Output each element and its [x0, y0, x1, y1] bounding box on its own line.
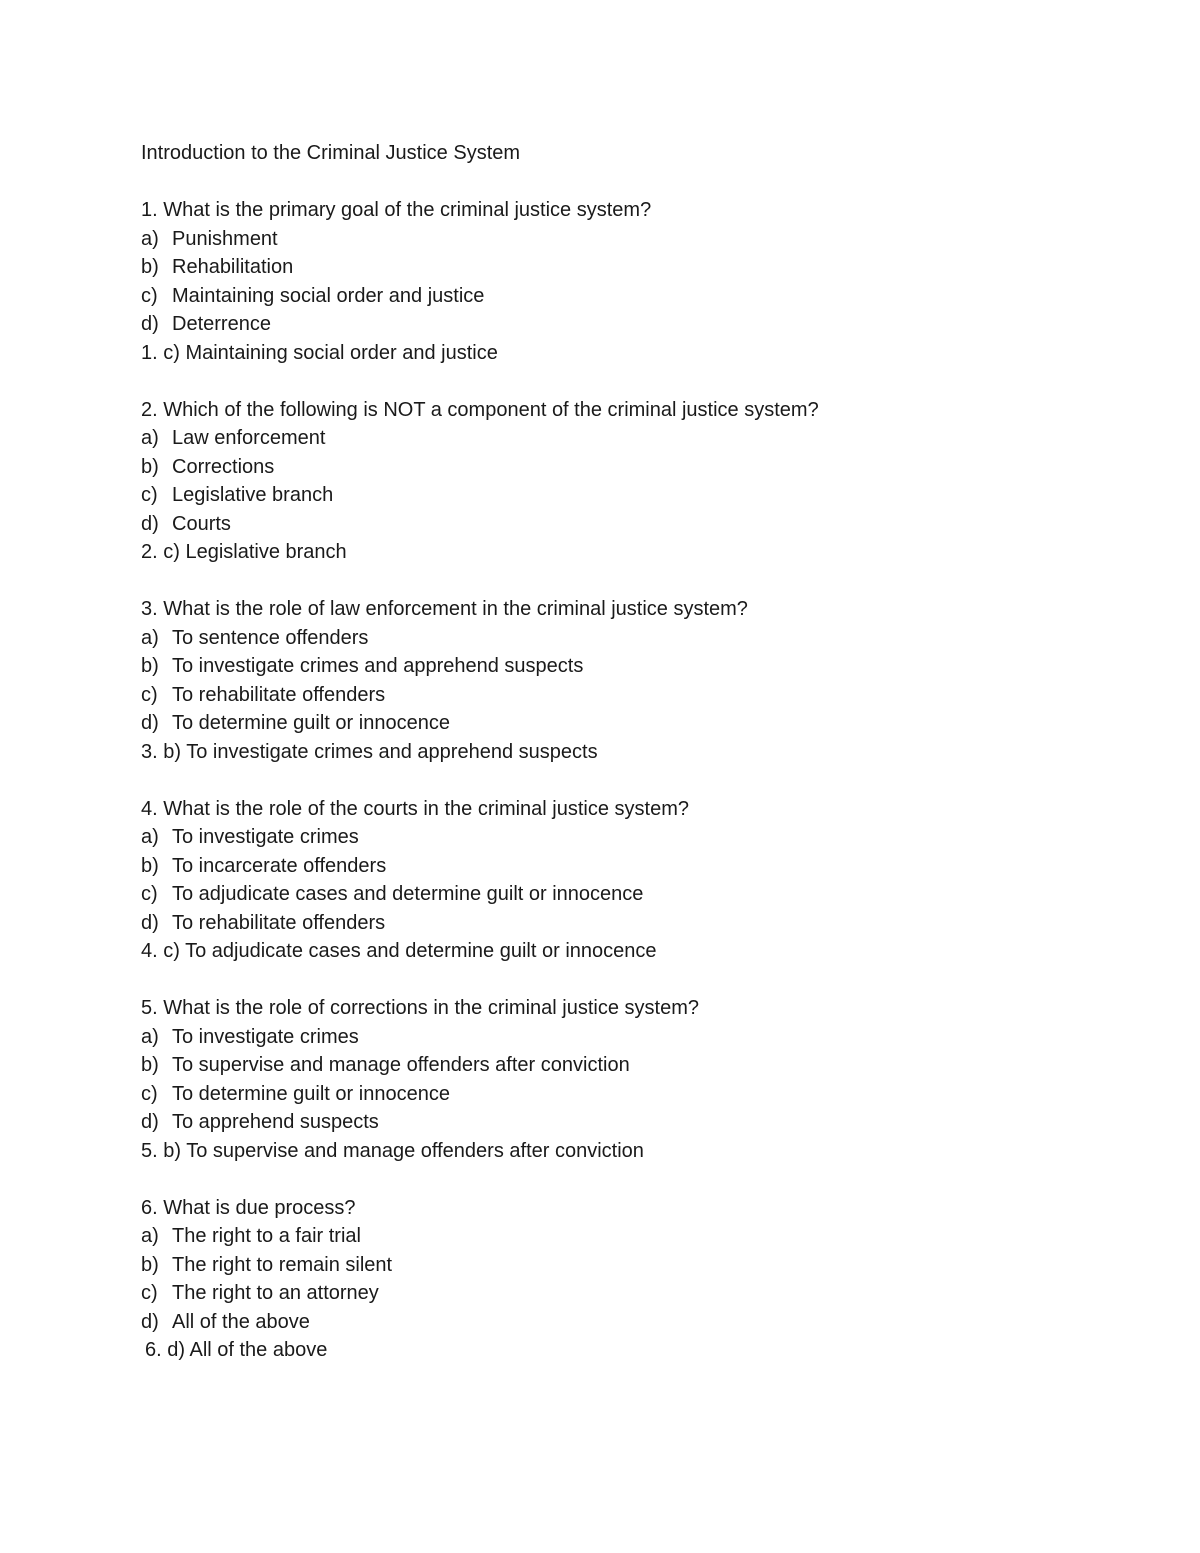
option-text: Courts: [172, 512, 231, 535]
answer-option: [141, 1108, 1121, 1137]
option-letter: c): [141, 1082, 158, 1105]
option-text: To investigate crimes and apprehend suspects: [172, 655, 584, 677]
option-text: To incarcerate offenders: [172, 854, 387, 877]
option-text: Deterrence: [172, 313, 271, 335]
answer-option: [141, 253, 1121, 282]
option-text: Corrections: [172, 455, 275, 478]
blank-line: [141, 168, 1121, 197]
option-text: To investigate crimes: [172, 826, 359, 848]
answer-option: [141, 709, 1121, 738]
option-text: To supervise and manage offenders after conviction: [172, 1054, 630, 1076]
question-text: 6. What is due process?: [141, 1196, 356, 1219]
option-text: To adjudicate cases and determine guilt or innocence: [172, 883, 644, 905]
answer-key: 2. c) Legislative branch: [141, 541, 347, 563]
option-text: To determine guilt or innocence: [172, 1082, 450, 1105]
option-letter: a): [141, 826, 159, 848]
option-letter: a): [141, 227, 159, 250]
answer-option: [141, 823, 1121, 852]
option-text: To rehabilitate offenders: [172, 911, 386, 934]
option-letter: b): [141, 854, 159, 877]
answer-option: [141, 1251, 1121, 1280]
question-block: [141, 994, 1121, 1165]
answer-option: [141, 424, 1121, 453]
option-text: The right to remain silent: [172, 1253, 393, 1276]
answer-key: 1. c) Maintaining social order and justice: [141, 341, 498, 364]
answer-option: [141, 310, 1121, 339]
option-letter: b): [141, 1253, 159, 1276]
answer-key: 3. b) To investigate crimes and apprehend suspects: [141, 740, 598, 763]
option-text: To sentence offenders: [172, 626, 369, 649]
answer-key: 5. b) To supervise and manage offenders after conviction: [141, 1139, 644, 1162]
option-text: Maintaining social order and justice: [172, 284, 485, 307]
option-letter: d): [141, 512, 159, 535]
option-text: Punishment: [172, 227, 278, 250]
option-letter: c): [141, 683, 158, 706]
answer-option: [141, 681, 1121, 710]
answer-key: 4. c) To adjudicate cases and determine guilt or innocence: [141, 940, 657, 962]
option-text: Rehabilitation: [172, 256, 294, 278]
option-text: To determine guilt or innocence: [172, 712, 450, 734]
blank-line: [141, 1165, 1121, 1194]
question-block: [141, 595, 1121, 766]
option-text: To rehabilitate offenders: [172, 683, 386, 706]
option-letter: d): [141, 313, 159, 335]
option-letter: b): [141, 455, 159, 478]
question-block: [141, 1194, 1121, 1365]
option-letter: d): [141, 911, 159, 934]
option-letter: a): [141, 626, 159, 649]
option-letter: d): [141, 1310, 159, 1333]
question-text: 4. What is the role of the courts in the criminal justice system?: [141, 797, 689, 820]
answer-option: [141, 1308, 1121, 1337]
answer-option: [141, 225, 1121, 254]
answer-option: [141, 909, 1121, 938]
answer-option: [141, 481, 1121, 510]
answer-option: [141, 624, 1121, 653]
answer-option: [141, 1222, 1121, 1251]
blank-line: [141, 966, 1121, 995]
option-text: To apprehend suspects: [172, 1111, 379, 1133]
blank-line: [141, 567, 1121, 596]
document-body: [141, 139, 1121, 1365]
question-block: [141, 196, 1121, 367]
document-title: Introduction to the Criminal Justice System: [141, 142, 521, 164]
option-letter: b): [141, 655, 159, 677]
option-letter: b): [141, 256, 159, 278]
option-letter: c): [141, 284, 158, 307]
option-letter: d): [141, 1111, 159, 1133]
answer-option: [141, 852, 1121, 881]
answer-option: [141, 652, 1121, 681]
option-letter: a): [141, 427, 159, 449]
option-text: To investigate crimes: [172, 1025, 359, 1048]
option-text: The right to a fair trial: [172, 1225, 361, 1247]
question-block: [141, 795, 1121, 966]
answer-key: 6. d) All of the above: [145, 1339, 328, 1361]
option-letter: a): [141, 1025, 159, 1048]
blank-line: [141, 766, 1121, 795]
option-letter: c): [141, 883, 158, 905]
question-text: 1. What is the primary goal of the criminal justice system?: [141, 199, 652, 221]
option-text: The right to an attorney: [172, 1282, 379, 1304]
answer-option: [141, 1279, 1121, 1308]
answer-option: [141, 1051, 1121, 1080]
question-text: 5. What is the role of corrections in the criminal justice system?: [141, 997, 699, 1019]
option-text: Law enforcement: [172, 427, 326, 449]
answer-option: [141, 282, 1121, 311]
option-text: All of the above: [172, 1310, 310, 1333]
option-letter: b): [141, 1054, 159, 1076]
option-letter: c): [141, 1282, 158, 1304]
option-letter: c): [141, 484, 158, 506]
question-block: [141, 396, 1121, 567]
answer-option: [141, 453, 1121, 482]
question-text: 3. What is the role of law enforcement in the criminal justice system?: [141, 598, 748, 620]
question-list: [141, 168, 1121, 1365]
question-text: 2. Which of the following is NOT a component of the criminal justice system?: [141, 398, 819, 421]
answer-option: [141, 880, 1121, 909]
option-text: Legislative branch: [172, 484, 334, 506]
option-letter: a): [141, 1225, 159, 1247]
answer-option: [141, 510, 1121, 539]
blank-line: [141, 367, 1121, 396]
answer-option: [141, 1080, 1121, 1109]
answer-option: [141, 1023, 1121, 1052]
option-letter: d): [141, 712, 159, 734]
